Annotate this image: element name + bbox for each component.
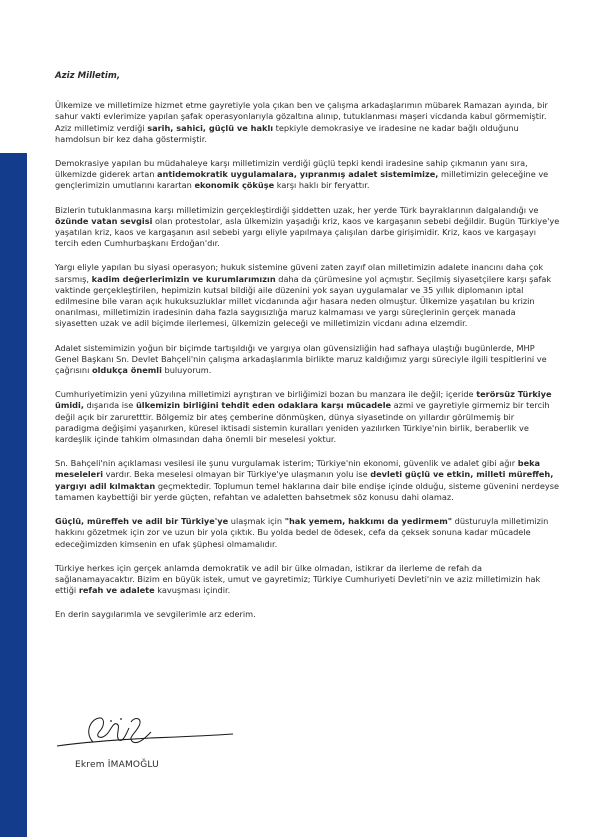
paragraph-text: geçmektedir. Toplumun temel haklarına dair bile endişe içinde olduğu, sisteme güvenini nerdeyse tamamen kaybettiği bir yerde güçten, refahtan ve adaletten bahsetmek söz konusu dahi olamaz. (55, 480, 560, 502)
emphasized-text: kadim değerlerimizin ve kurumlarımızın (91, 273, 276, 284)
emphasized-text: sarih, sahici, güçlü ve haklı (147, 122, 274, 133)
letter-paragraphs (55, 100, 560, 596)
paragraph-text: azmi ve gayretiyle girmemiz bir tercih değil açık bir zaruretttir. Bölgemiz bir ateş çemberine dönmüşken, dünya siyasetinde on yıllardır görülmemiş bir paradigma değişimi yaşanırken, küresel iktisadi sistemin kuralları yeniden yazılırken Türkiye'nin birlik, beraberlik ve kardeşlik içinde tahkim olmasından daha önemli bir meselesi yoktur. (55, 400, 550, 445)
emphasized-text: beka meseleleri (55, 458, 541, 480)
closing-line: En derin saygılarımla ve sevgilerimle arz ederim. (55, 609, 256, 620)
paragraph-7 (55, 458, 560, 503)
emphasized-text: Güçlü, müreffeh ve adil bir Türkiye'ye (55, 516, 229, 527)
letter-body (55, 71, 560, 621)
paragraph-6 (55, 389, 560, 445)
paragraph-1 (55, 100, 560, 145)
emphasized-text: refah ve adalete (78, 585, 155, 596)
salutation: Aziz Milletim, (55, 71, 121, 81)
emphasized-text: "hak yemem, hakkımı da yedirmem" (284, 516, 453, 527)
handwritten-signature (55, 712, 235, 762)
paragraph-4 (55, 262, 560, 329)
paragraph-text: Cumhuriyetimizin yeni yüzyılına milletimizi ayrıştıran ve birliğimizi bozan bu manzara ile değil; içeride (55, 389, 477, 400)
paragraph-text: Yargı eliyle yapılan bu siyasi operasyon; hukuk sistemine güveni zaten zayıf olan milletimizin adalete inancını daha çok sarsmış, (55, 262, 544, 284)
paragraph-8 (55, 516, 560, 550)
signer-name: Ekrem İMAMOĞLU (75, 760, 159, 770)
emphasized-text: özünde vatan sevgisi (55, 215, 153, 226)
paragraph-text: vardır. Beka meselesi olmayan bir Türkiye'ye ulaşmanın yolu ise (103, 469, 371, 480)
emphasized-text: ülkemizin birliğini tehdit eden odaklara karşı mücadele (135, 400, 392, 411)
accent-side-bar (0, 153, 27, 837)
signature-block (55, 712, 235, 782)
emphasized-text: antidemokratik uygulamalara, yıpranmış adalet sistemimize, (157, 169, 439, 180)
paragraph-2 (55, 158, 560, 192)
paragraph-text: daha da çürümesine yol açmıştır. Seçilmiş siyasetçilere karşı şafak vaktinde gerçekleştirilen, hepimizin kutsal bildiği aile düzenini yok sayan uygulamalar ve 35 yıllık diplomanın iptal edilmesine bile varan açık hukuksuzluklar millet vicdanında ağır hasara neden olmuştur. Ülkemize yaşatılan bu krizin onarılması, milletimizin iradesinin daha fazla saygısızlığa maruz kalmaması ve yargı süreçlerinin gerçek manada siyasetten uzak ve adil biçimde ilerlemesi, ülkemizin geleceği ve milletimizin vicdanı adına elzemdir. (55, 273, 552, 329)
paragraph-text: buluyorum. (161, 365, 212, 376)
emphasized-text: oldukça önemli (91, 365, 162, 376)
paragraph-text: ulaşmak için (228, 516, 285, 527)
paragraph-text: karşı haklı bir feryattır. (274, 180, 370, 191)
paragraph-5 (55, 343, 560, 377)
paragraph-text: Demokrasiye yapılan bu müdahaleye karşı milletimizin verdiği güçlü tepki kendi iradesine sahip çıkmanın yanı sıra, ülkemizde giderek artan (55, 158, 528, 180)
emphasized-text: ekonomik çöküşe (194, 180, 275, 191)
paragraph-text: Bizlerin tutuklanmasına karşı milletimizin gerçekleştirdiği şiddetten uzak, her yerde Türk bayraklarının dalgalandığı ve (55, 204, 539, 215)
paragraph-9 (55, 563, 560, 597)
paragraph-text: milletimizin geleceğine ve gençlerimizin umutlarını karartan (55, 169, 549, 191)
paragraph-text: Türkiye herkes için gerçek anlamda demokratik ve adil bir ülke olmadan, istikrar da ilerleme de refah da sağlanamayacaktır. Bizim en büyük istek, umut ve gayretimiz; Türkiye Cumhuriyeti Devleti'nin ve aziz milletimizin hak ettiği (55, 562, 541, 596)
paragraph-3 (55, 205, 560, 250)
paragraph-text: kavuşması içindir. (154, 585, 231, 596)
paragraph-text: tepkiyle demokrasiye ve iradesine ne kadar bağlı olduğunu hamdolsun bir kez daha göstermiştir. (55, 122, 519, 144)
paragraph-text: düsturuyla milletimizin hakkını gözetmek için zor ve uzun bir yola çıktık. Bu yolda bedel de ödesek, cefa da çeksek sonuna kadar mücadele edeceğimizden kimsenin en ufak şüphesi olmamalıdır. (55, 516, 549, 549)
paragraph-text: Sn. Bahçeli'nin açıklaması vesilesi ile şunu vurgulamak isterim; Türkiye'nin ekonomi, güvenlik ve adalet gibi ağır (55, 458, 518, 469)
paragraph-text: Adalet sistemimizin yoğun bir biçimde tartışıldığı ve yargıya olan güvensizliğin had safhaya ulaştığı bugünlerde, MHP Genel Başkanı Sn. Devlet Bahçeli'nin çalışma arkadaşlarımla birlikte maruz kaldığımız yargı süreciyle ilgili tespitlerini ve çağrısını (55, 342, 547, 376)
emphasized-text: devleti güçlü ve etkin, milleti müreffeh, yargıyı adil kılmaktan (55, 469, 554, 491)
paragraph-text: Ülkemize ve milletimize hizmet etme gayretiyle yola çıkan ben ve çalışma arkadaşlarımın mübarek Ramazan ayında, bir sahur vakti evlerimize yapılan şafak operasyonlarıyla gözaltına alınıp, tutuklanması maşeri vicdanda kabul görmemiştir. Aziz milletimiz verdiği (55, 100, 548, 133)
emphasized-text: terörsüz Türkiye ümidi, (55, 389, 552, 411)
paragraph-text: olan protestolar, asla ülkemizin yaşadığı kriz, kaos ve kargaşanın sebebi değildir. Bugün Türkiye'ye yaşatılan kriz, kaos ve kargaşanın asıl sebebi yargı eliyle yapılmaya çalışılan darbe girişimidir. Kriz, kaos ve kargaşayı tercih eden Cumhurbaşkanı Erdoğan'dır. (55, 215, 560, 249)
paragraph-text: dışarıda ise (83, 400, 136, 411)
